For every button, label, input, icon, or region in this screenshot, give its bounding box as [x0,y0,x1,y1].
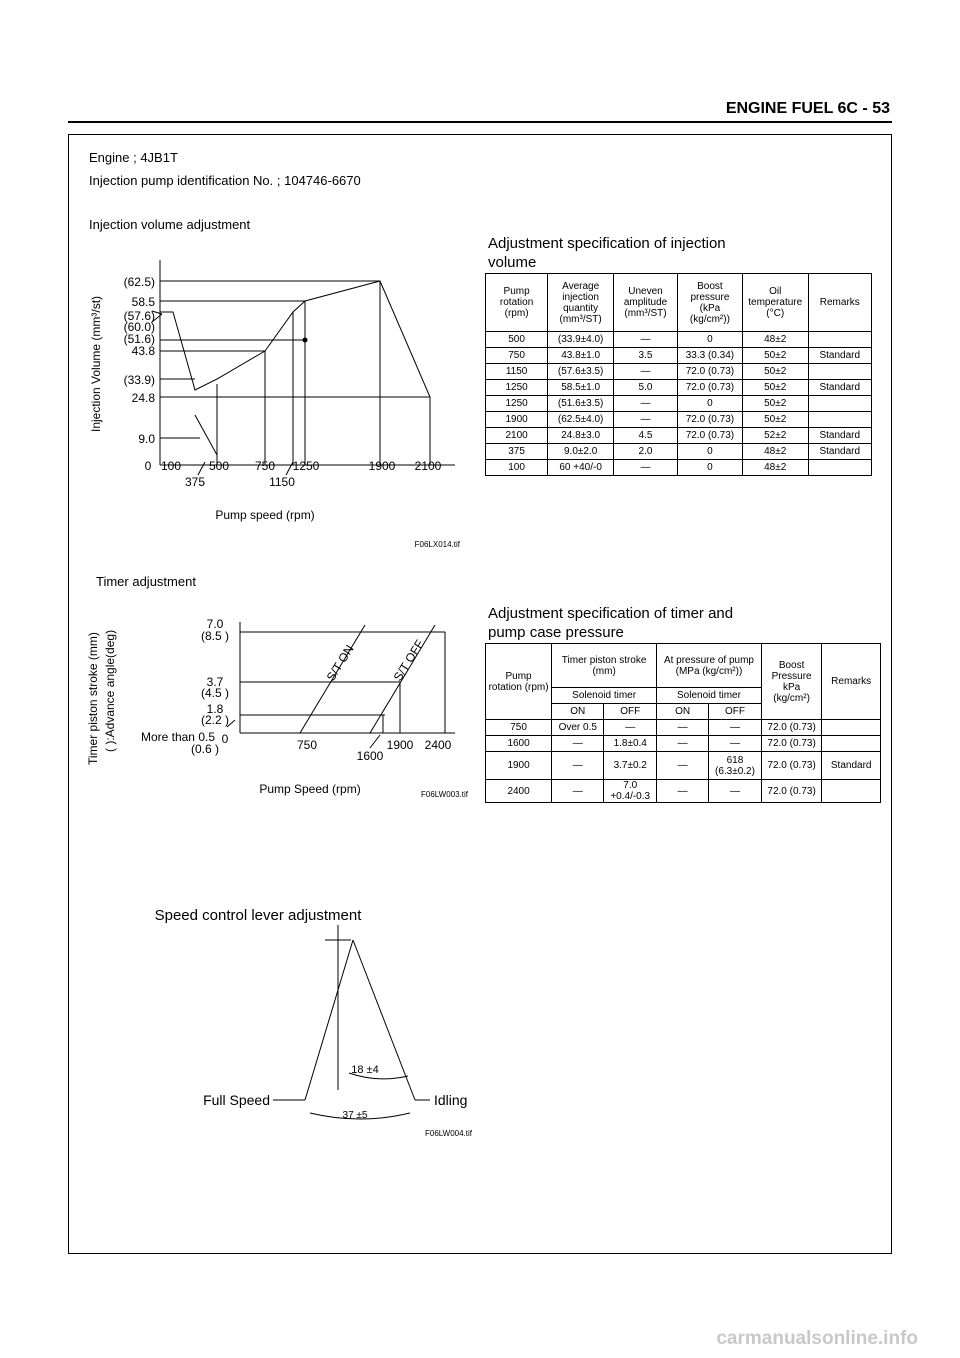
table-cell: 72.0 (0.73) [761,720,822,736]
table-cell: 2100 [486,428,548,444]
table-cell: 2.0 [614,444,678,460]
table-cell: 48±2 [742,460,808,476]
x-tick-2100: 2100 [414,459,442,473]
timer-subcol-off-2: OFF [709,704,762,720]
table-cell: 4.5 [614,428,678,444]
y-tick-60-0: (60.0) [123,320,155,334]
table-cell: — [709,720,762,736]
lever-title: Speed control lever adjustment [154,907,362,924]
table-cell: — [614,332,678,348]
timer-subcol-solenoid-1: Solenoid timer [552,688,657,704]
table-cell: 7.0 +0.4/-0.3 [604,780,657,803]
table-cell: 1900 [486,412,548,428]
x-tick-100: 100 [160,459,182,473]
table-cell: 50±2 [742,412,808,428]
timer-col-piston-stroke: Timer piston stroke (mm) [552,644,657,688]
table-cell: 3.5 [614,348,678,364]
table-row [486,780,881,803]
x-tick-1250: 1250 [292,459,320,473]
timer-figure-id: F06LW003.tif [421,790,468,799]
table-cell: 72.0 (0.73) [677,364,742,380]
y-tick-51-6: (51.6) [123,332,155,346]
table-cell [808,412,871,428]
timer-x-tick-1900: 1900 [386,738,414,752]
timer-y-tick-7-0: 7.0 [206,617,224,631]
table-cell [808,460,871,476]
table-row [486,332,872,348]
col-pump-rotation: Pump rotation (rpm) [486,274,548,332]
table-row [486,444,872,460]
table-cell: 52±2 [742,428,808,444]
injection-spec-table [485,273,872,476]
table-cell: — [614,460,678,476]
table-cell: — [552,752,604,780]
table-row [486,380,872,396]
table-cell: 0 [677,460,742,476]
table-cell: 50±2 [742,380,808,396]
table-cell: — [657,736,709,752]
table-cell: 72.0 (0.73) [677,428,742,444]
table-row [486,412,872,428]
table-cell: 48±2 [742,332,808,348]
table-cell: Standard [808,428,871,444]
timer-y-tick-1-8: 1.8 [206,702,224,716]
table-row [486,736,881,752]
table-cell [808,364,871,380]
table-cell: 50±2 [742,396,808,412]
table-cell: — [657,780,709,803]
table-cell: (51.6±3.5) [548,396,614,412]
timer-y-axis-label-1: Timer piston stroke (mm) [86,632,100,765]
table-cell: — [552,780,604,803]
full-speed-label: Full Speed [203,1092,270,1108]
point-51-6-marker [303,338,308,343]
header-rule [68,121,892,123]
timer-x-axis-label: Pump Speed (rpm) [259,782,361,796]
timer-table-body [486,720,881,803]
table-cell: 72.0 (0.73) [677,412,742,428]
col-oil-temperature: Oil temperature (°C) [742,274,808,332]
timer-col-at-pressure: At pressure of pump (MPa (kg/cm²)) [657,644,762,688]
timer-adjustment-chart [70,600,480,806]
timer-x-tick-1600: 1600 [356,749,384,763]
table-cell: — [604,720,657,736]
table-cell: (62.5±4.0) [548,412,614,428]
table-cell: — [709,780,762,803]
y-tick-24-8: 24.8 [131,391,155,405]
st-off-label: S/T OFF [390,637,427,684]
table-row [486,752,881,780]
timer-col-boost-pressure: Boost Pressure kPa (kg/cm²) [761,644,822,720]
table-cell: — [552,736,604,752]
table-cell [822,780,881,803]
timer-table-title: Adjustment specification of timer and pump case pressure [488,605,734,641]
table-row [486,460,872,476]
timer-subcol-solenoid-2: Solenoid timer [657,688,762,704]
watermark: carmanualsonline.info [716,1328,918,1349]
table-cell: 48±2 [742,444,808,460]
table-cell: (33.9±4.0) [548,332,614,348]
table-cell: Standard [808,348,871,364]
table-cell: 1900 [486,752,552,780]
table-cell: 60 +40/-0 [548,460,614,476]
table-cell: 1600 [486,736,552,752]
table-cell: 33.3 (0.34) [677,348,742,364]
timer-y-tick-2-2: (2.2 ) [200,713,230,727]
table-cell: 9.0±2.0 [548,444,614,460]
timer-col-pump-rotation: Pump rotation (rpm) [486,644,552,720]
y-tick-62-5: (62.5) [123,275,155,289]
table-cell: — [657,752,709,780]
timer-spec-table [485,643,881,803]
timer-col-remarks: Remarks [822,644,881,720]
table-row [486,364,872,380]
table-cell: 72.0 (0.73) [677,380,742,396]
table-cell: 72.0 (0.73) [761,736,822,752]
injection-x-axis-label: Pump speed (rpm) [215,508,315,522]
timer-y-tick-0-6: (0.6 ) [190,742,220,756]
y-tick-58-5: 58.5 [131,295,155,309]
engine-label: Engine ; 4JB1T [89,150,178,165]
table-cell: 72.0 (0.73) [761,752,822,780]
table-cell: Over 0.5 [552,720,604,736]
y-tick-9-0: 9.0 [138,432,155,446]
x-tick-1900: 1900 [368,459,396,473]
table-cell: — [614,364,678,380]
table-cell: 50±2 [742,348,808,364]
injection-table-title: Adjustment specification of injection volume [488,235,726,271]
col-boost-pressure: Boost pressure (kPa (kg/cm²)) [677,274,742,332]
table-cell: 5.0 [614,380,678,396]
table-cell: 750 [486,348,548,364]
table-row [486,396,872,412]
injection-section-title: Injection volume adjustment [89,217,251,232]
speed-lever-diagram [140,900,490,1140]
table-cell [808,396,871,412]
table-cell: 0 [677,332,742,348]
injection-y-axis-label: Injection Volume (mm³/st) [89,295,103,432]
table-cell: 1150 [486,364,548,380]
table-cell: — [614,396,678,412]
table-row [486,348,872,364]
page-header: ENGINE FUEL 6C - 53 [725,100,890,117]
table-row [486,720,881,736]
table-cell: — [709,736,762,752]
timer-x-tick-2400: 2400 [424,738,452,752]
timer-subcol-on-1: ON [552,704,604,720]
table-cell: Standard [808,380,871,396]
table-cell: 500 [486,332,548,348]
lever-figure-id: F06LW004.tif [425,1129,472,1138]
table-cell: 100 [486,460,548,476]
timer-x-tick-0: 0 [221,732,229,746]
x-tick-375: 375 [184,475,206,489]
table-cell: 0 [677,444,742,460]
x-tick-0: 0 [144,459,152,473]
idling-label: Idling [434,1092,468,1108]
y-tick-43-8: 43.8 [131,344,155,358]
timer-y-tick-0-5: More than 0.5 [140,730,215,744]
timer-y-tick-8-5: (8.5 ) [200,629,230,643]
timer-y-tick-3-7: 3.7 [206,675,224,689]
table-cell: 58.5±1.0 [548,380,614,396]
timer-section-title: Timer adjustment [96,574,196,589]
table-cell: 3.7±0.2 [604,752,657,780]
st-on-label: S/T ON [323,642,357,684]
table-cell: Standard [822,752,881,780]
table-cell: 24.8±3.0 [548,428,614,444]
table-cell: 618 (6.3±0.2) [709,752,762,780]
col-average-quantity: Average injection quantity (mm³/ST) [548,274,614,332]
table-cell: 72.0 (0.73) [761,780,822,803]
pump-id-label: Injection pump identification No. ; 104746-6670 [89,173,361,188]
table-cell: 50±2 [742,364,808,380]
table-cell: 2400 [486,780,552,803]
table-cell: — [614,412,678,428]
table-cell [808,332,871,348]
table-cell: 43.8±1.0 [548,348,614,364]
col-uneven-amplitude: Uneven amplitude (mm³/ST) [614,274,678,332]
lever-angle-outer: 37 ±5 [342,1110,368,1121]
table-cell: 1.8±0.4 [604,736,657,752]
table-cell: 750 [486,720,552,736]
table-cell: 1250 [486,380,548,396]
table-cell: Standard [808,444,871,460]
lever-angle-inner: 18 ±4 [351,1064,379,1076]
table-cell: — [657,720,709,736]
x-tick-500: 500 [208,459,230,473]
table-cell: 0 [677,396,742,412]
x-tick-1150: 1150 [269,475,295,489]
table-cell: 375 [486,444,548,460]
timer-y-tick-4-5: (4.5 ) [200,686,230,700]
timer-subcol-on-2: ON [657,704,709,720]
table-row [486,428,872,444]
col-remarks: Remarks [808,274,871,332]
timer-y-axis-label-2: ( ):Advance angle(deg) [103,629,117,752]
injection-figure-id: F06LX014.tif [414,540,460,549]
y-tick-33-9: (33.9) [123,373,155,387]
timer-subcol-off-1: OFF [604,704,657,720]
table-cell: 1250 [486,396,548,412]
x-tick-750: 750 [254,459,276,473]
y-tick-57-6: (57.6) [123,309,155,323]
timer-x-tick-750: 750 [296,738,318,752]
table-cell: (57.6±3.5) [548,364,614,380]
injection-volume-chart [70,250,480,550]
table-cell [822,736,881,752]
table-cell [822,720,881,736]
injection-table-body [486,332,872,476]
